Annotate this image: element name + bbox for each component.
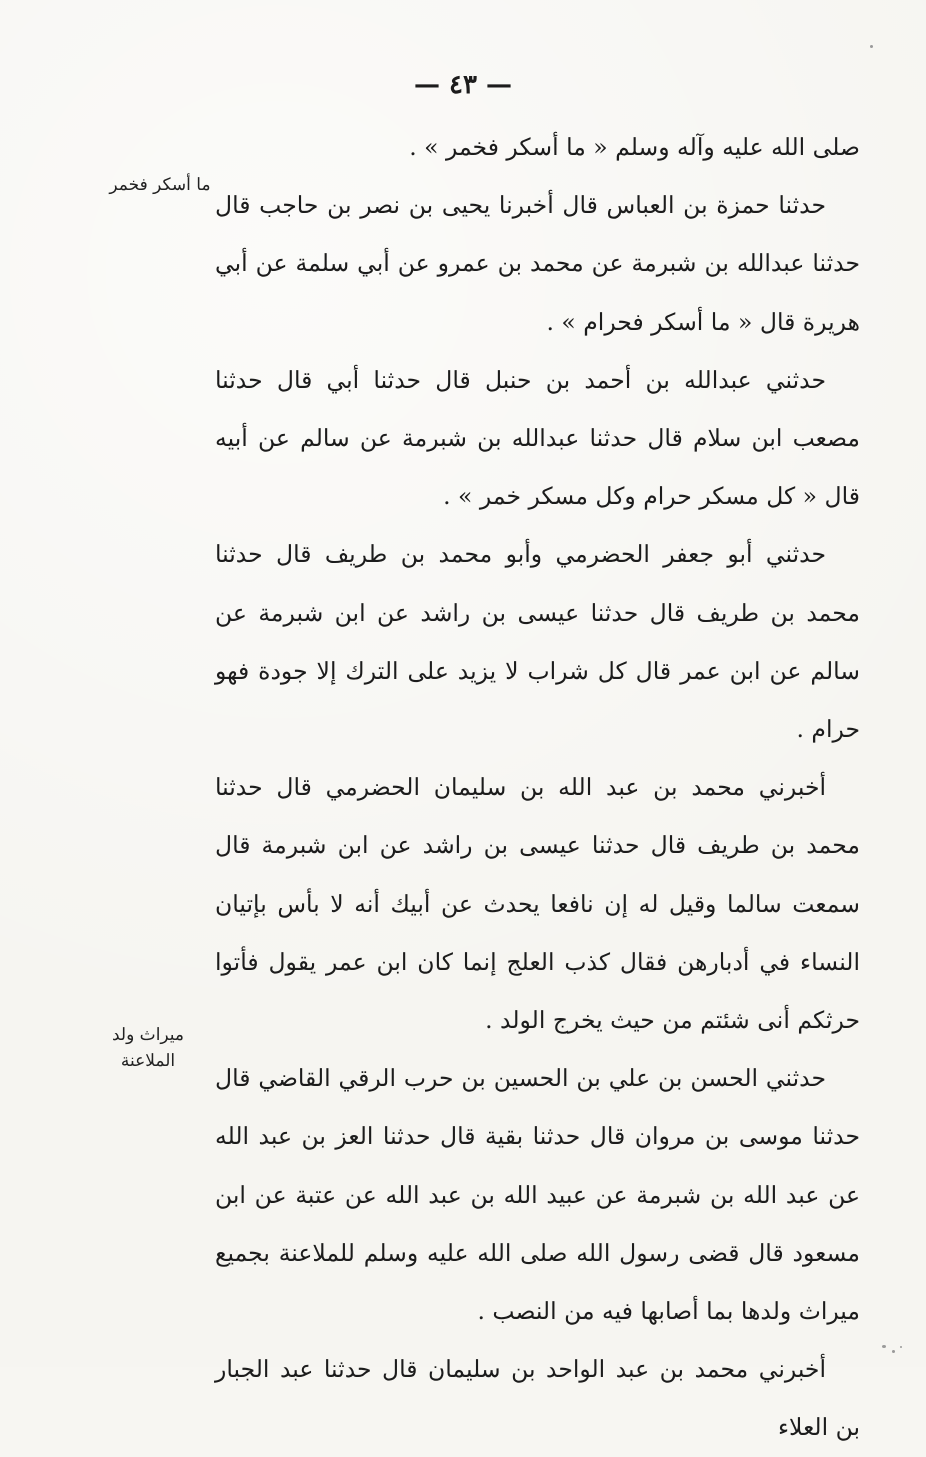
paragraph-1: صلى الله عليه وآله وسلم « ما أسكر فخمر » . [409,133,860,161]
page-number: — ٤٣ — [413,70,513,100]
scan-speck [900,1346,902,1348]
paragraph-4: حدثني أبو جعفر الحضرمي وأبو محمد بن طريف قال حدثنا محمد بن طريف قال حدثنا عيسى بن راشد عن ابن شبرمة عن سالم عن ابن عمر قال كل شراب لا يزيد على الترك إلا جودة فهو حرام . [215,540,860,744]
paragraph-3: حدثني عبدالله بن أحمد بن حنبل قال حدثنا أبي قال حدثنا مصعب ابن سلام قال حدثنا عبدالله بن شبرمة عن سالم عن أبيه قال « كل مسكر حرام وكل مسكر خمر » . [215,365,860,511]
paragraph-6: حدثني الحسن بن علي بن الحسين بن حرب الرقي القاضي قال حدثنا موسى بن مروان قال حدثنا بقية قال حدثنا العز بن عبد الله عن عبد الله بن شبرمة عن عبيد الله بن عبد الله عن عتبة عن ابن مسعود قال قضى رسول الله صلى الله عليه وسلم للملاعنة بجميع ميراث ولدها بما أصابها فيه من النصب . [215,1064,860,1326]
body-text [215,118,860,1457]
paragraph-2: حدثنا حمزة بن العباس قال أخبرنا يحيى بن نصر بن حاجب قال حدثنا عبدالله بن شبرمة عن محمد بن عمرو عن أبي سلمة عن أبي هريرة قال « ما أسكر فحرام » . [215,191,860,336]
margin-note-khamr: ما أسكر فخمر [109,175,211,195]
scan-speck [882,1345,886,1348]
paragraph-7: أخبرني محمد بن عبد الواحد بن سليمان قال حدثنا عبد الجبار بن العلاء [215,1355,860,1442]
paragraph-5: أخبرني محمد بن عبد الله بن سليمان الحضرمي قال حدثنا محمد بن طريف قال حدثنا عيسى بن راشد عن ابن شبرمة قال سمعت سالما وقيل له إن نافعا يحدث عن أبيك أنه لا بأس بإتيان النساء في أدبارهن فقال كذب العلج إنما كان ابن عمر يقول فأتوا حرثكم أنى شئتم من حيث يخرج الولد . [215,773,860,1035]
scan-speck [870,45,873,48]
margin-note-inheritance: ميراث ولد الملاعنة [111,1025,185,1071]
scan-speck [892,1350,895,1353]
